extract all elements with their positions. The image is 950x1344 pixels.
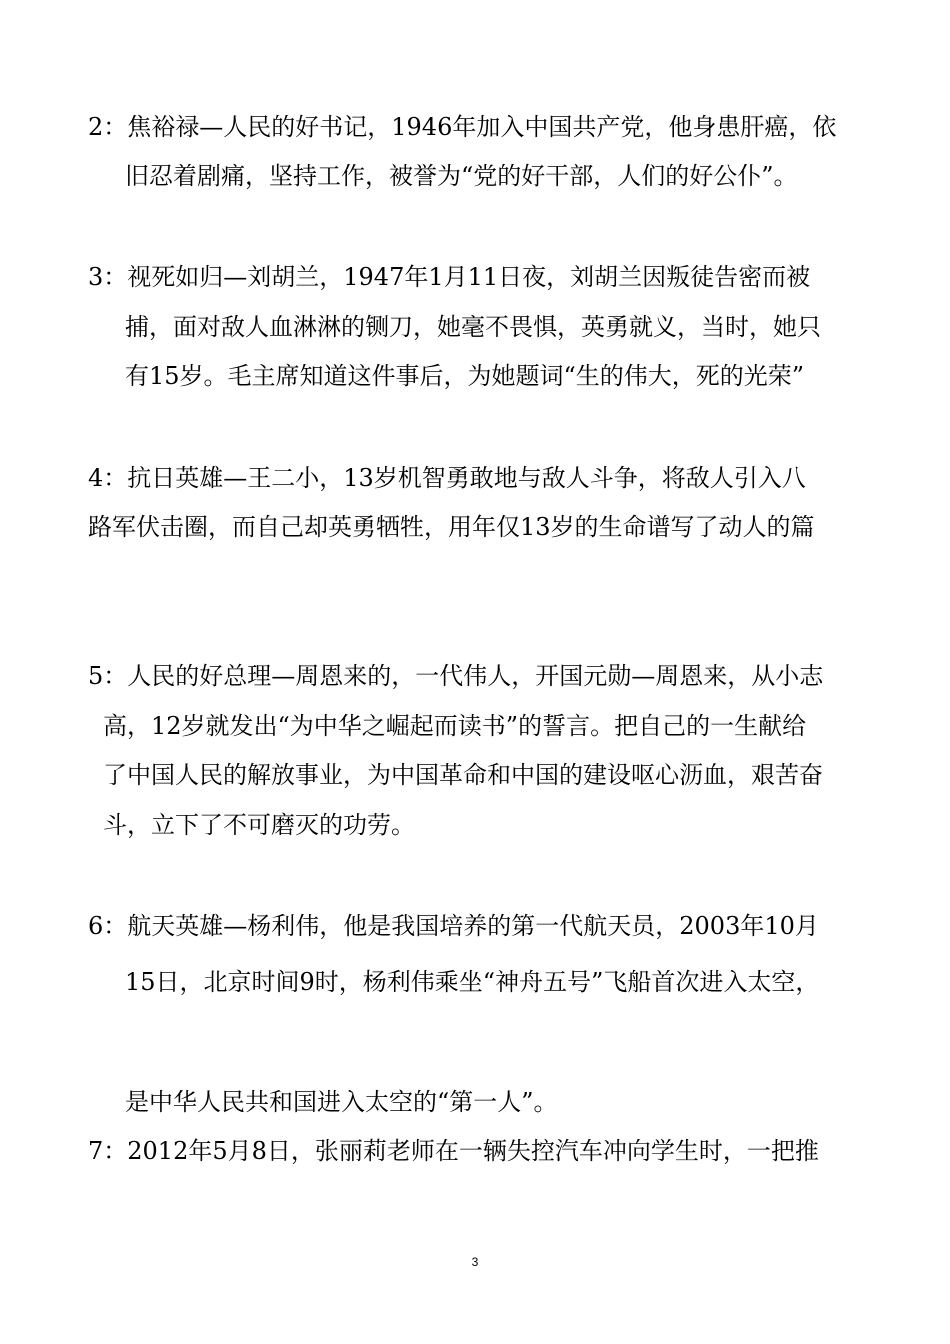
paragraph-3-line-3: 有15岁。毛主席知道这件事后，为她题词“生的伟大，死的光荣”	[125, 362, 805, 390]
paragraph-2-line-2: 旧忍着剧痛，坚持工作，被誉为“党的好干部，人们的好公仆”。	[125, 162, 798, 190]
paragraph-5-line-3: 了中国人民的解放事业，为中国革命和中国的建设呕心沥血，艰苦奋	[103, 761, 823, 789]
paragraph-6-line-2: 15日，北京时间9时，杨利伟乘坐“神舟五号”飞船首次进入太空，	[125, 968, 820, 996]
paragraph-7-line-1: 7：2012年5月8日，张丽莉老师在一辆失控汽车冲向学生时，一把推	[88, 1137, 819, 1165]
paragraph-2-line-1: 2：焦裕禄—人民的好书记，1946年加入中国共产党，他身患肝癌，依	[88, 113, 837, 141]
paragraph-5-line-2: 高，12岁就发出“为中华之崛起而读书”的誓言。把自己的一生献给	[103, 712, 807, 740]
page-number: 3	[471, 1255, 479, 1269]
paragraph-3-line-2: 捕，面对敌人血淋淋的铡刀，她毫不畏惧，英勇就义，当时，她只	[125, 313, 821, 341]
paragraph-5-line-4: 斗，立下了不可磨灭的功劳。	[103, 811, 415, 839]
paragraph-4-line-2: 路军伏击圈，而自己却英勇牺牲，用年仅13岁的生命谱写了动人的篇	[88, 513, 815, 541]
paragraph-3-line-1: 3：视死如归—刘胡兰，1947年1月11日夜，刘胡兰因叛徒告密而被	[88, 263, 811, 291]
paragraph-6-line-3: 是中华人民共和国进入太空的“第一人”。	[125, 1088, 558, 1116]
paragraph-6-line-1: 6：航天英雄—杨利伟，他是我国培养的第一代航天员，2003年10月	[88, 912, 819, 940]
paragraph-4-line-1: 4：抗日英雄—王二小，13岁机智勇敢地与敌人斗争，将敌人引入八	[88, 464, 806, 492]
paragraph-5-line-1: 5：人民的好总理—周恩来的，一代伟人，开国元勋—周恩来，从小志	[88, 662, 824, 690]
